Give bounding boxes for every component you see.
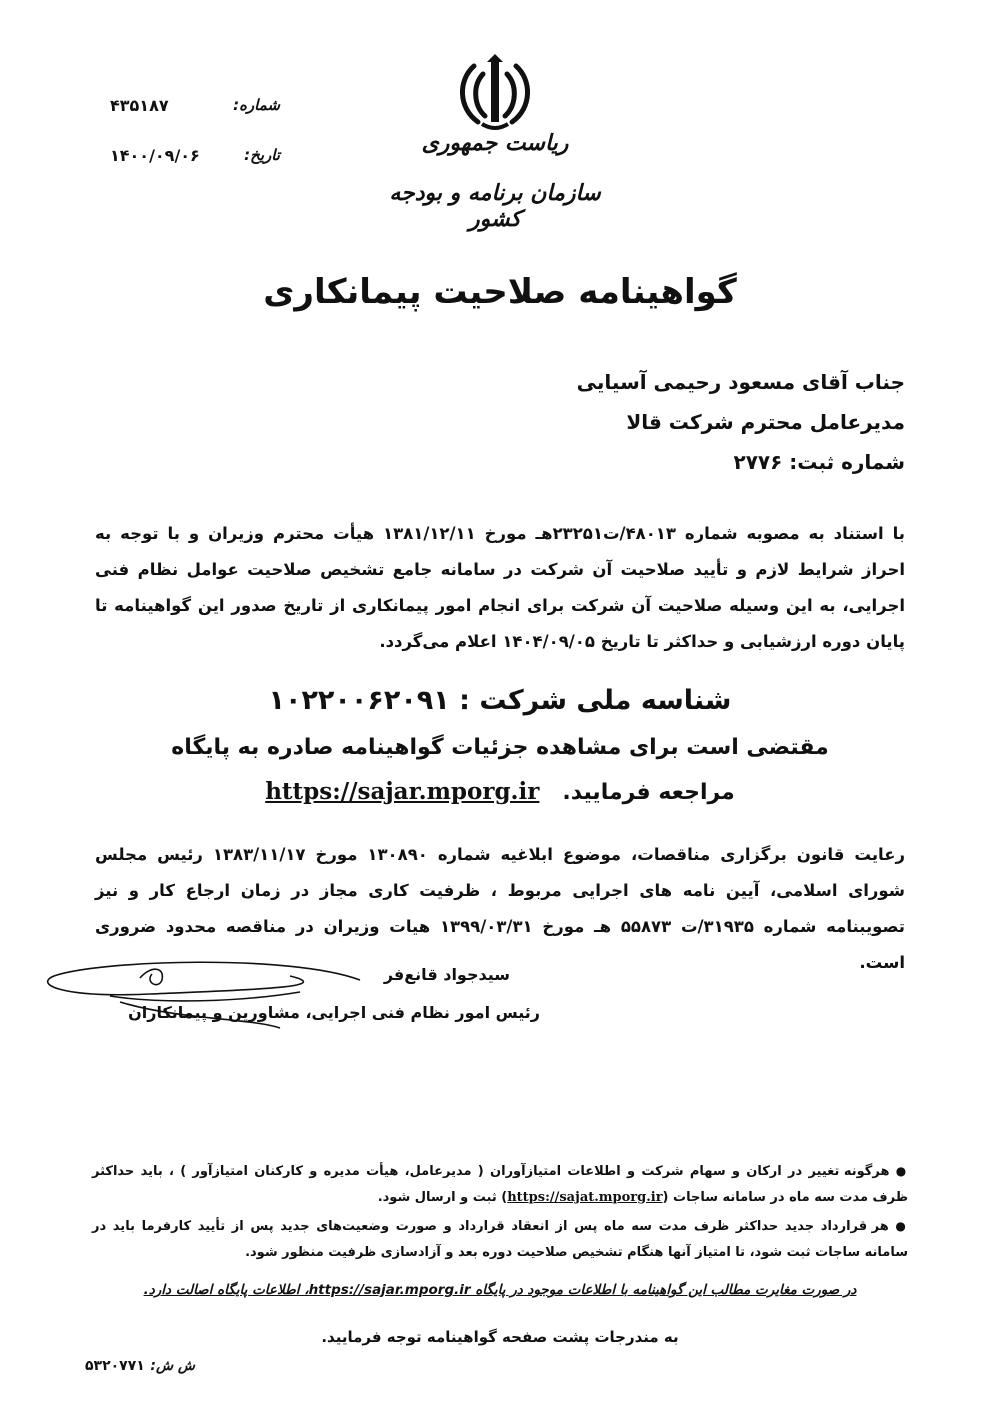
note-2 [92,1213,908,1266]
signatory-role: رئیس امور نظام فنی اجرایی، مشاورین و پیمانکاران [128,1003,540,1022]
addressee-name: جناب آقای مسعود رحیمی آسیایی [576,370,905,394]
sajar-link[interactable]: https://sajar.mporg.ir [265,778,540,805]
serial-row [85,1358,195,1380]
date-row [110,146,280,170]
note-1-text-b: ) ثبت و ارسال شود. [377,1190,508,1205]
number-label: شماره: [233,96,280,114]
note-2-text: هر قرارداد جدید حداکثر ظرف مدت سه ماه پس از انعقاد قرارداد و صورت وضعیت‌های جدید پس از تأیید کارفرما باید در سامانه ساجات ثبت شود، تا امتیاز آنها هنگام تشخیص صلاحیت دوره بعد و آزادسازی ظرفیت منظور شود. [92,1219,908,1260]
backpage-note: به مندرجات پشت صفحه گواهینامه توجه فرمایید. [321,1328,679,1346]
compliance-paragraph: رعایت قانون برگزاری مناقصات، موضوع ابلاغیه شماره ۱۳۰۸۹۰ مورخ ۱۳۸۳/۱۱/۱۷ رئیس مجلس شورای اسلامی، آیین نامه های اجرایی مربوط ، ظرفیت کاری مجاز در زمان ارجاع کار و نیز تصویبنامه شماره ۳۱۹۳۵/ت ۵۵۸۷۳ هـ مورخ ۱۳۹۹/۰۳/۳۱ هیات وزیران در مناقصه محدود ضروری است. [95,845,905,972]
org-line-presidency: ریاست جمهوری [421,130,569,156]
note-1 [92,1158,908,1211]
signatory-name: سیدجواد قانع‌فر [383,965,510,984]
serial-value: ۵۳۲۰۷۷۱ [85,1358,145,1374]
bullet-icon: ● [895,1164,908,1178]
iran-emblem-icon [452,52,538,134]
serial-label: ش ش: [150,1358,195,1374]
reference-line: مقتضی است برای مشاهده جزئیات گواهینامه صادره به پایگاه [171,735,829,760]
sajat-link[interactable]: https://sajat.mporg.ir [507,1190,663,1205]
page-title: گواهینامه صلاحیت پیمانکاری [263,272,737,312]
body-paragraph: با استناد به مصوبه شماره ۴۸۰۱۳/ت۲۳۲۵۱هـ مورخ ۱۳۸۱/۱۲/۱۱ هیأت محترم وزیران و با توجه به احراز شرایط لازم و تأیید صلاحیت آن شرکت در سامانه جامع تشخیص صلاحیت عوامل نظام فنی اجرایی، به این وسیله صلاحیت آن شرکت برای انجام امور پیمانکاری از تاریخ صدور این گواهینامه تا پایان دوره ارزشیابی و حداکثر تا تاریخ ۱۴۰۴/۰۹/۰۵ اعلام می‌گردد. [95,524,906,651]
date-value: ۱۴۰۰/۰۹/۰۶ [110,146,200,165]
reference-suffix: مراجعه فرمایید. [562,780,735,805]
authenticity-warning: در صورت مغایرت مطالب این گواهینامه با اطلاعات موجود در پایگاه https://sajar.mporg.ir، اطلاعات پایگاه اصالت دارد. [143,1282,857,1298]
national-id: شناسه ملی شرکت : ۱۰۲۲۰۰۶۲۰۹۱ [268,685,732,716]
note-1-text-a: هرگونه تغییر در ارکان و سهام شرکت و اطلاعات امتیازآوران ( مدیرعامل، هیأت مدیره و کارکنان امتیازآور ) ، باید حداکثر ظرف مدت سه ماه در سامانه ساجات ( [92,1164,908,1205]
number-value: ۴۳۵۱۸۷ [110,96,169,115]
date-label: تاریخ: [244,146,280,164]
reference-line-2 [150,778,850,805]
addressee-position: مدیرعامل محترم شرکت قالا [626,410,905,434]
number-row [110,96,280,120]
bullet-icon: ● [895,1219,908,1233]
org-line-budget-org: سازمان برنامه و بودجه کشور [389,180,601,232]
registration-number: شماره ثبت: ۲۷۷۶ [733,450,905,474]
